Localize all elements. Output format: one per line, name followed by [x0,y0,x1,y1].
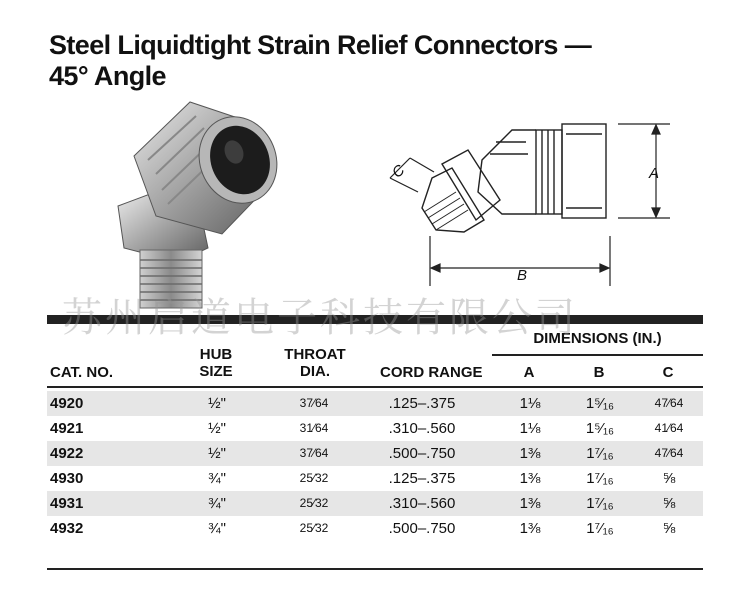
header-hub-line1: HUB [199,346,233,363]
cell-dim-c: ⅝ [662,495,676,512]
cell-dim-b: 1⁷⁄₁₆ [586,495,614,512]
header-cord-range: CORD RANGE [380,364,483,381]
cell-hub-size: ½" [208,420,226,437]
cell-cat-no: 4932 [50,520,84,537]
cell-dim-b: 1⁵⁄₁₆ [585,420,615,437]
cell-dim-a: 1⅜ [519,445,541,462]
cell-hub-size: ½" [208,445,226,462]
cell-dim-b: 1⁷⁄₁₆ [586,445,614,462]
cell-throat-dia: 37⁄64 [299,446,329,460]
header-dim-a: A [523,364,535,381]
cell-dim-a: 1⅛ [519,420,541,437]
cell-dim-b: 1⁵⁄₁₆ [585,395,615,412]
table-row [47,416,703,441]
cell-cord-range: .310–.560 [388,420,456,437]
dimension-label-a: A [649,165,660,182]
table-row [47,391,703,416]
cell-cord-range: .500–.750 [388,520,456,537]
cell-dim-c: ⅝ [662,470,676,487]
cell-cord-range: .310–.560 [388,495,456,512]
cell-cord-range: .125–.375 [388,395,456,412]
header-hub-size [190,346,242,380]
watermark-text: 苏州启道电子科技有限公司 [62,295,578,341]
cell-hub-size: ¾" [208,470,226,487]
cell-hub-size: ¾" [208,495,226,512]
cell-cat-no: 4931 [50,495,84,512]
cell-cord-range: .125–.375 [388,470,456,487]
table-row [47,441,703,466]
page-title [49,30,739,92]
dimension-label-b: B [517,267,528,284]
cell-cat-no: 4921 [50,420,84,437]
cell-cord-range: .500–.750 [388,445,456,462]
header-dimensions: DIMENSIONS (IN.) [533,330,662,347]
header-cat-no: CAT. NO. [50,364,114,381]
connector-photo [104,98,294,310]
header-throat-dia [280,346,350,380]
cell-dim-a: 1⅜ [519,470,541,487]
cell-dim-a: 1⅛ [519,395,541,412]
cell-hub-size: ½" [208,395,226,412]
cell-dim-a: 1⅜ [519,520,541,537]
title-line-2: 45° Angle [49,61,166,91]
cell-hub-size: ¾" [208,520,226,537]
cell-throat-dia: 37⁄64 [299,396,329,410]
cell-cat-no: 4922 [50,445,84,462]
cell-dim-a: 1⅜ [519,495,541,512]
cell-cat-no: 4930 [50,470,84,487]
dimension-diagram [372,112,688,296]
cell-dim-c: 47⁄64 [654,396,684,410]
header-dim-c: C [662,364,674,381]
table-row [47,466,703,491]
table-header-rule [47,386,703,388]
cell-dim-b: 1⁷⁄₁₆ [586,520,614,537]
cell-throat-dia: 25⁄32 [299,521,329,535]
header-hub-line2: SIZE [199,363,233,380]
cell-dim-b: 1⁷⁄₁₆ [586,470,614,487]
title-line-1: Steel Liquidtight Strain Relief Connectors — [49,30,592,60]
cell-cat-no: 4920 [50,395,84,412]
table-row [47,491,703,516]
table-body [47,391,703,541]
header-dim-b: B [593,364,605,381]
cell-throat-dia: 25⁄32 [299,471,329,485]
table-bottom-rule [47,568,703,570]
table-row [47,516,703,541]
cell-dim-c: ⅝ [662,520,676,537]
cell-dim-c: 41⁄64 [654,421,684,435]
dimensions-underline [492,354,703,356]
dimension-label-c: C [388,161,409,182]
cell-throat-dia: 31⁄64 [299,421,329,435]
cell-dim-c: 47⁄64 [654,446,684,460]
cell-throat-dia: 25⁄32 [299,496,329,510]
header-throat-line1: THROAT [284,346,346,363]
header-throat-line2: DIA. [300,363,330,380]
